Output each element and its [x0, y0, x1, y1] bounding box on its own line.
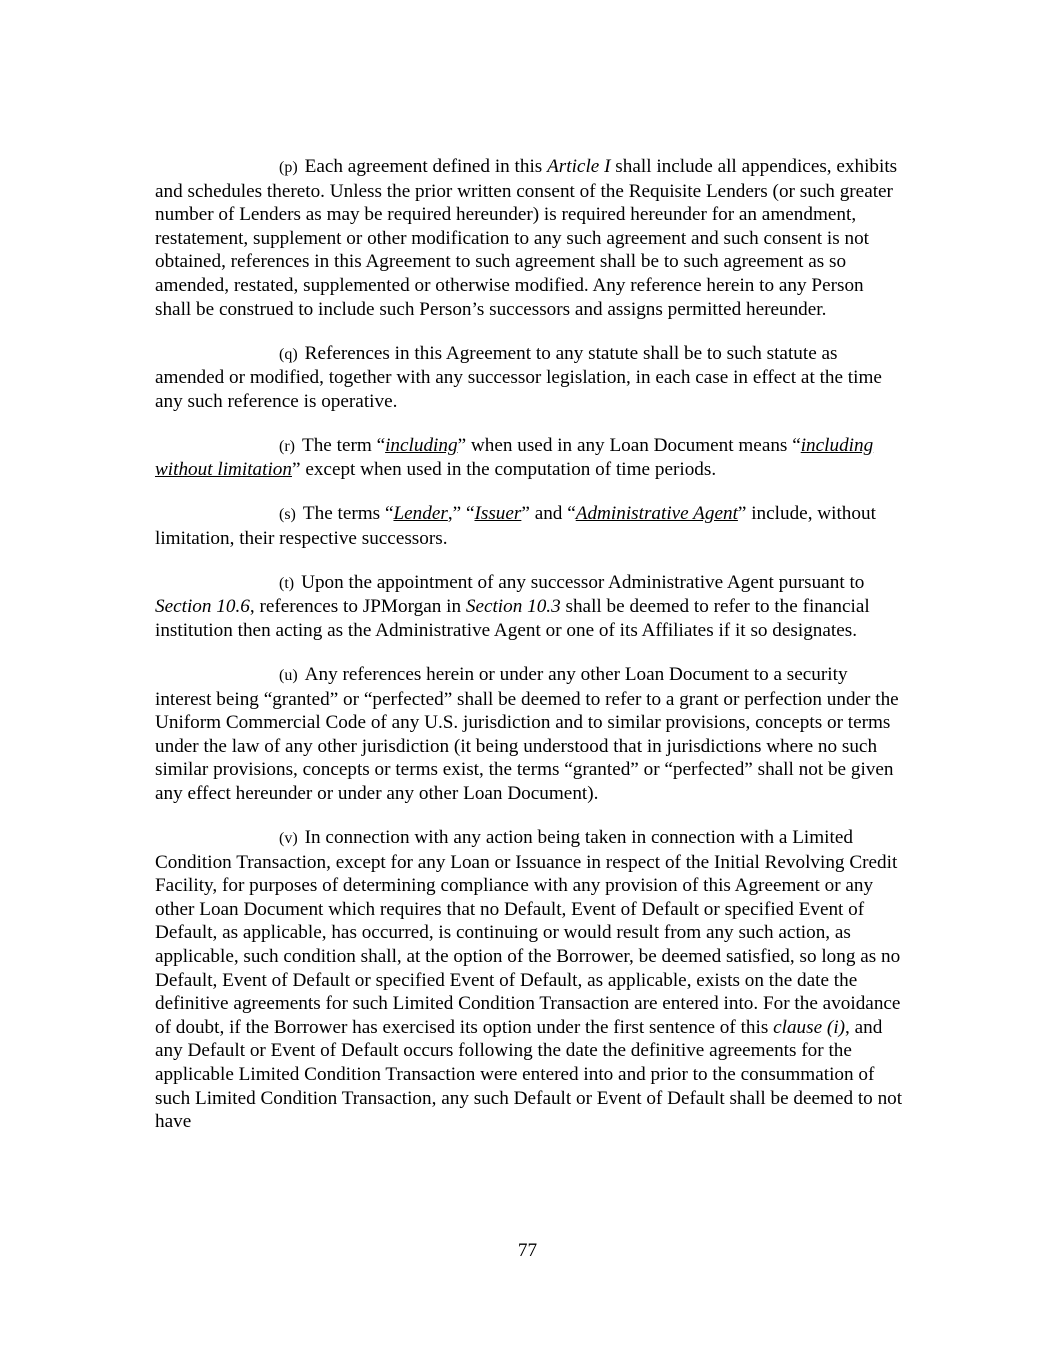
- paragraph-label: (v): [279, 830, 298, 847]
- paragraph-text: ,” “: [447, 503, 475, 525]
- paragraph-label: (t): [279, 574, 295, 592]
- paragraph-q: [155, 342, 903, 414]
- paragraph-text: ” and “: [521, 503, 576, 525]
- paragraph-text: shall be deemed to refer to the financial institution then acting as the Administrative Agent or one of its Affiliates if it so designates.: [155, 596, 870, 642]
- defined-term: including without limitation: [155, 434, 874, 481]
- paragraph-text: The term “: [301, 434, 386, 456]
- clause-reference: clause (i): [773, 1016, 846, 1038]
- paragraph-label: (u): [279, 667, 298, 685]
- paragraph-text: The terms “: [302, 503, 394, 525]
- paragraph-text: ” include, without limitation, their respective successors.: [155, 503, 876, 549]
- paragraph-text: , and any Default or Event of Default occurs following the date the definitive agreements for the applicable Limited Condition Transaction were entered into and prior to the consummation of such Limited Condition Transaction, any such Default or Event of Default shall be deemed to not have: [155, 1016, 903, 1133]
- paragraph-label: (r): [279, 437, 295, 455]
- defined-term: Lender: [393, 503, 448, 525]
- paragraph-t: [155, 571, 903, 643]
- paragraph-text: ” when used in any Loan Document means “: [457, 434, 801, 456]
- paragraph-label: (p): [279, 159, 298, 176]
- paragraph-u: [155, 663, 903, 806]
- paragraph-p: [155, 155, 903, 321]
- paragraph-text: shall include all appendices, exhibits and schedules thereto. Unless the prior written consent of the Requisite Lenders (or such greater number of Lenders as may be required hereunder) is required hereunder for an amendment, restatement, supplement or other modification to any such agreement and such consent is not obtained, references in this Agreement to such agreement shall be to such agreement as so amended, restated, supplemented or otherwise modified. Any reference herein to any Person shall be construed to include such Person’s successors and assigns permitted hereunder.: [155, 156, 898, 320]
- section-reference: Section 10.6: [155, 596, 250, 618]
- paragraph-text: ” except when used in the computation of time periods.: [292, 459, 717, 481]
- paragraph-text: References in this Agreement to any statute shall be to such statute as amended or modified, together with any successor legislation, in each case in effect at the time any such reference is operative.: [155, 342, 882, 412]
- paragraph-v: [155, 826, 903, 1134]
- defined-term: Administrative Agent: [575, 503, 738, 525]
- paragraph-label: (q): [279, 345, 298, 363]
- paragraph-label: (s): [279, 506, 296, 524]
- defined-term: including: [385, 434, 458, 456]
- paragraph-text: Each agreement defined in this: [304, 156, 548, 177]
- paragraph-text: In connection with any action being taken in connection with a Limited Condition Transaction, except for any Loan or Issuance in respect of the Initial Revolving Credit Facility, for purposes of determining compliance with any provision of this Agreement or any other Loan Document which requires that no Default, Event of Default or specified Event of Default, as applicable, has occurred, is continuing or would result from any such action, as applicable, such condition shall, at the option of the Borrower, be deemed satisfied, so long as no Default, Event of Default or specified Event of Default, as applicable, exists on the date the definitive agreements for such Limited Condition Transaction are entered into. For the avoidance of doubt, if the Borrower has exercised its option under the first sentence of this: [155, 827, 901, 1038]
- paragraph-text: Any references herein or under any other Loan Document to a security interest being “granted” or “perfected” shall be deemed to refer to a grant or perfection under the Uniform Commercial Code of any U.S. jurisdiction and to similar provisions, concepts or terms under the law of any other jurisdiction (it being understood that in jurisdictions where no such similar provisions, concepts or terms exist, the terms “granted” or “perfected” shall not be given any effect hereunder or under any other Loan Document).: [155, 664, 899, 805]
- paragraph-text: , references to JPMorgan in: [249, 596, 466, 618]
- section-reference: Section 10.3: [465, 596, 561, 618]
- body-text: [155, 155, 903, 1134]
- paragraph-s: [155, 502, 903, 550]
- paragraph-text: Upon the appointment of any successor Administrative Agent pursuant to: [301, 571, 865, 593]
- page-number: 77: [517, 1240, 538, 1261]
- paragraph-r: [155, 434, 903, 482]
- defined-term: Issuer: [474, 503, 522, 525]
- section-reference: Article I: [547, 156, 611, 177]
